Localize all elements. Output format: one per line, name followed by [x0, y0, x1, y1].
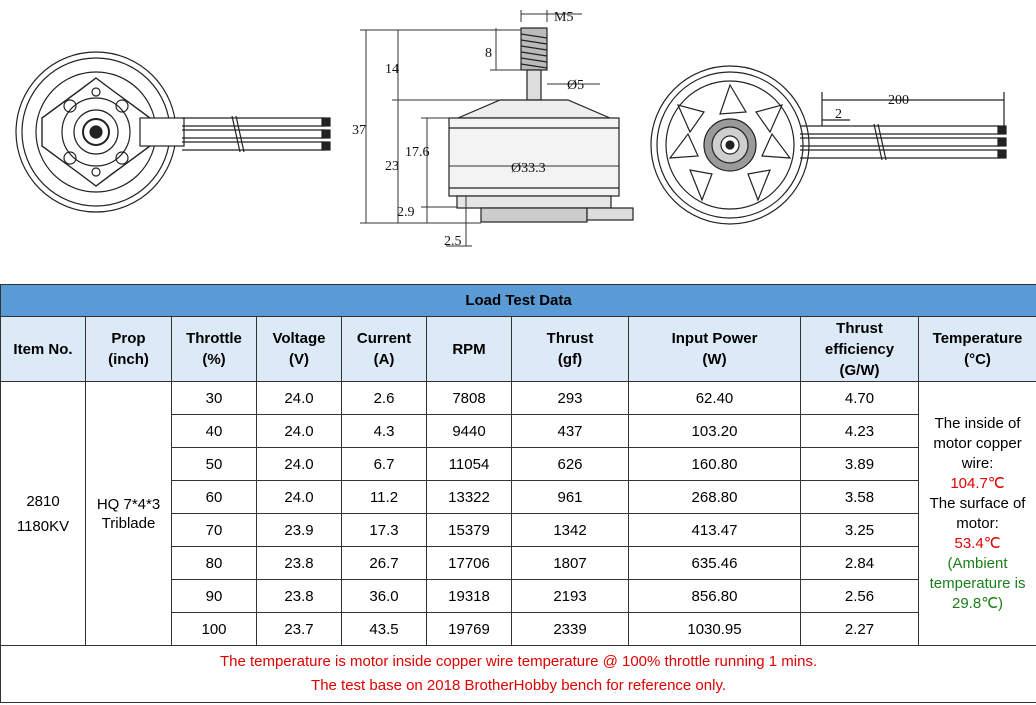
dim-23: 23 — [385, 159, 399, 174]
rpm-cell: 9440 — [427, 415, 512, 448]
throttle-cell: 30 — [172, 382, 257, 415]
header-current-line: Current — [356, 330, 412, 347]
thrust-cell: 293 — [512, 382, 629, 415]
header-row — [1, 317, 1036, 382]
input-power-cell: 160.80 — [629, 448, 801, 481]
input-power-cell: 1030.95 — [629, 613, 801, 646]
dim-200: 200 — [888, 93, 909, 108]
header-temperature-line: (°C) — [964, 351, 991, 368]
motor-top-view — [651, 66, 809, 224]
input-power-cell: 635.46 — [629, 547, 801, 580]
dim-2: 2 — [835, 107, 842, 122]
item-no-line: 1180KV — [16, 517, 70, 535]
input-power-cell: 103.20 — [629, 415, 801, 448]
header-thrust-line: Thrust — [546, 330, 594, 347]
throttle-cell: 100 — [172, 613, 257, 646]
table-body — [1, 382, 1036, 646]
dim-17-6: 17.6 — [405, 145, 430, 160]
input-power-cell: 268.80 — [629, 481, 801, 514]
voltage-cell: 23.9 — [257, 514, 342, 547]
thrust-cell: 961 — [512, 481, 629, 514]
throttle-cell: 60 — [172, 481, 257, 514]
header-voltage-line: (V) — [289, 351, 309, 368]
thrust-cell: 626 — [512, 448, 629, 481]
thrust-cell: 1342 — [512, 514, 629, 547]
header-input-power — [629, 317, 801, 382]
rpm-cell: 13322 — [427, 481, 512, 514]
header-rpm-line: RPM — [452, 340, 486, 358]
header-prop — [86, 317, 172, 382]
voltage-cell: 24.0 — [257, 382, 342, 415]
item-no-line: 2810 — [26, 492, 60, 510]
header-item-no — [1, 317, 86, 382]
dim-2-9: 2.9 — [397, 205, 415, 220]
voltage-cell: 24.0 — [257, 481, 342, 514]
surface-temp-value: 53.4℃ — [954, 534, 1001, 552]
motor-side-view — [449, 28, 633, 222]
throttle-cell: 70 — [172, 514, 257, 547]
current-cell: 2.6 — [342, 382, 427, 415]
motor-technical-drawing — [0, 0, 1036, 283]
motor-bottom-view — [16, 52, 184, 212]
load-test-table — [0, 284, 1036, 703]
voltage-cell: 24.0 — [257, 415, 342, 448]
footer-note — [1, 646, 1036, 703]
dim-m5: M5 — [554, 10, 574, 25]
header-throttle — [172, 317, 257, 382]
thrust-efficiency-cell: 2.27 — [801, 613, 919, 646]
header-thrust-efficiency-line: (G/W) — [839, 361, 880, 379]
header-voltage-line: Voltage — [272, 330, 326, 347]
header-item-no-line: Item No. — [13, 340, 73, 358]
ambient-temp-note: 29.8℃) — [952, 594, 1004, 612]
table-row — [1, 382, 1036, 415]
inside-temp-value: 104.7℃ — [950, 474, 1005, 492]
prop-cell — [86, 382, 172, 646]
current-cell: 26.7 — [342, 547, 427, 580]
inside-temp-label: The inside of — [934, 414, 1021, 432]
voltage-cell: 24.0 — [257, 448, 342, 481]
current-cell: 43.5 — [342, 613, 427, 646]
header-rpm — [427, 317, 512, 382]
header-prop-line: (inch) — [108, 351, 149, 368]
header-current — [342, 317, 427, 382]
header-temperature-line: Temperature — [932, 330, 1023, 347]
header-input-power-line: (W) — [702, 351, 727, 368]
current-cell: 11.2 — [342, 481, 427, 514]
header-voltage — [257, 317, 342, 382]
header-throttle-line: (%) — [202, 351, 226, 368]
item-no-cell — [1, 382, 86, 646]
input-power-cell: 413.47 — [629, 514, 801, 547]
temperature-cell — [919, 382, 1036, 646]
table-title: Load Test Data — [1, 285, 1036, 317]
header-temperature — [919, 317, 1036, 382]
header-thrust — [512, 317, 629, 382]
thrust-efficiency-cell: 4.23 — [801, 415, 919, 448]
rpm-cell: 15379 — [427, 514, 512, 547]
prop-line: HQ 7*4*3 — [96, 495, 161, 513]
current-cell: 17.3 — [342, 514, 427, 547]
thrust-efficiency-cell: 2.84 — [801, 547, 919, 580]
header-throttle-line: Throttle — [186, 330, 242, 347]
rpm-cell: 17706 — [427, 547, 512, 580]
header-thrust-line: (gf) — [557, 351, 583, 368]
voltage-cell: 23.7 — [257, 613, 342, 646]
thrust-cell: 2339 — [512, 613, 629, 646]
thrust-cell: 2193 — [512, 580, 629, 613]
thrust-efficiency-cell: 3.58 — [801, 481, 919, 514]
throttle-cell: 90 — [172, 580, 257, 613]
inside-temp-label: motor copper — [933, 434, 1022, 452]
header-prop-line: Prop — [111, 330, 146, 347]
footer-line-2: The test base on 2018 BrotherHobby bench for reference only. — [311, 677, 727, 694]
header-thrust-efficiency-line: Thrust — [836, 319, 883, 337]
rpm-cell: 11054 — [427, 448, 512, 481]
header-input-power-line: Input Power — [671, 330, 758, 347]
throttle-cell: 80 — [172, 547, 257, 580]
surface-temp-label: The surface of — [929, 494, 1026, 512]
thrust-cell: 437 — [512, 415, 629, 448]
throttle-cell: 50 — [172, 448, 257, 481]
thrust-cell: 1807 — [512, 547, 629, 580]
wire-bundle-left — [182, 116, 330, 152]
rpm-cell: 7808 — [427, 382, 512, 415]
header-current-line: (A) — [373, 351, 395, 368]
surface-temp-label: motor: — [956, 514, 999, 532]
input-power-cell: 62.40 — [629, 382, 801, 415]
dim-5: Ø5 — [567, 78, 585, 93]
header-thrust-efficiency-line: efficiency — [824, 340, 895, 358]
header-thrust-efficiency — [801, 317, 919, 382]
dim-8: 8 — [485, 46, 492, 61]
dim-33-3: Ø33.3 — [511, 161, 546, 176]
dim-14: 14 — [385, 62, 399, 77]
footer-line-1: The temperature is motor inside copper wire temperature @ 100% throttle running 1 mins. — [219, 653, 818, 670]
ambient-temp-note: temperature is — [929, 574, 1026, 592]
rpm-cell: 19769 — [427, 613, 512, 646]
thrust-efficiency-cell: 4.70 — [801, 382, 919, 415]
ambient-temp-note: (Ambient — [947, 554, 1008, 572]
throttle-cell: 40 — [172, 415, 257, 448]
input-power-cell: 856.80 — [629, 580, 801, 613]
current-cell: 6.7 — [342, 448, 427, 481]
inside-temp-label: wire: — [961, 454, 994, 472]
thrust-efficiency-cell: 2.56 — [801, 580, 919, 613]
voltage-cell: 23.8 — [257, 547, 342, 580]
dim-37: 37 — [352, 123, 366, 138]
dim-2-5: 2.5 — [444, 234, 462, 249]
current-cell: 4.3 — [342, 415, 427, 448]
thrust-efficiency-cell: 3.89 — [801, 448, 919, 481]
current-cell: 36.0 — [342, 580, 427, 613]
rpm-cell: 19318 — [427, 580, 512, 613]
thrust-efficiency-cell: 3.25 — [801, 514, 919, 547]
voltage-cell: 23.8 — [257, 580, 342, 613]
prop-line: Triblade — [101, 514, 156, 532]
